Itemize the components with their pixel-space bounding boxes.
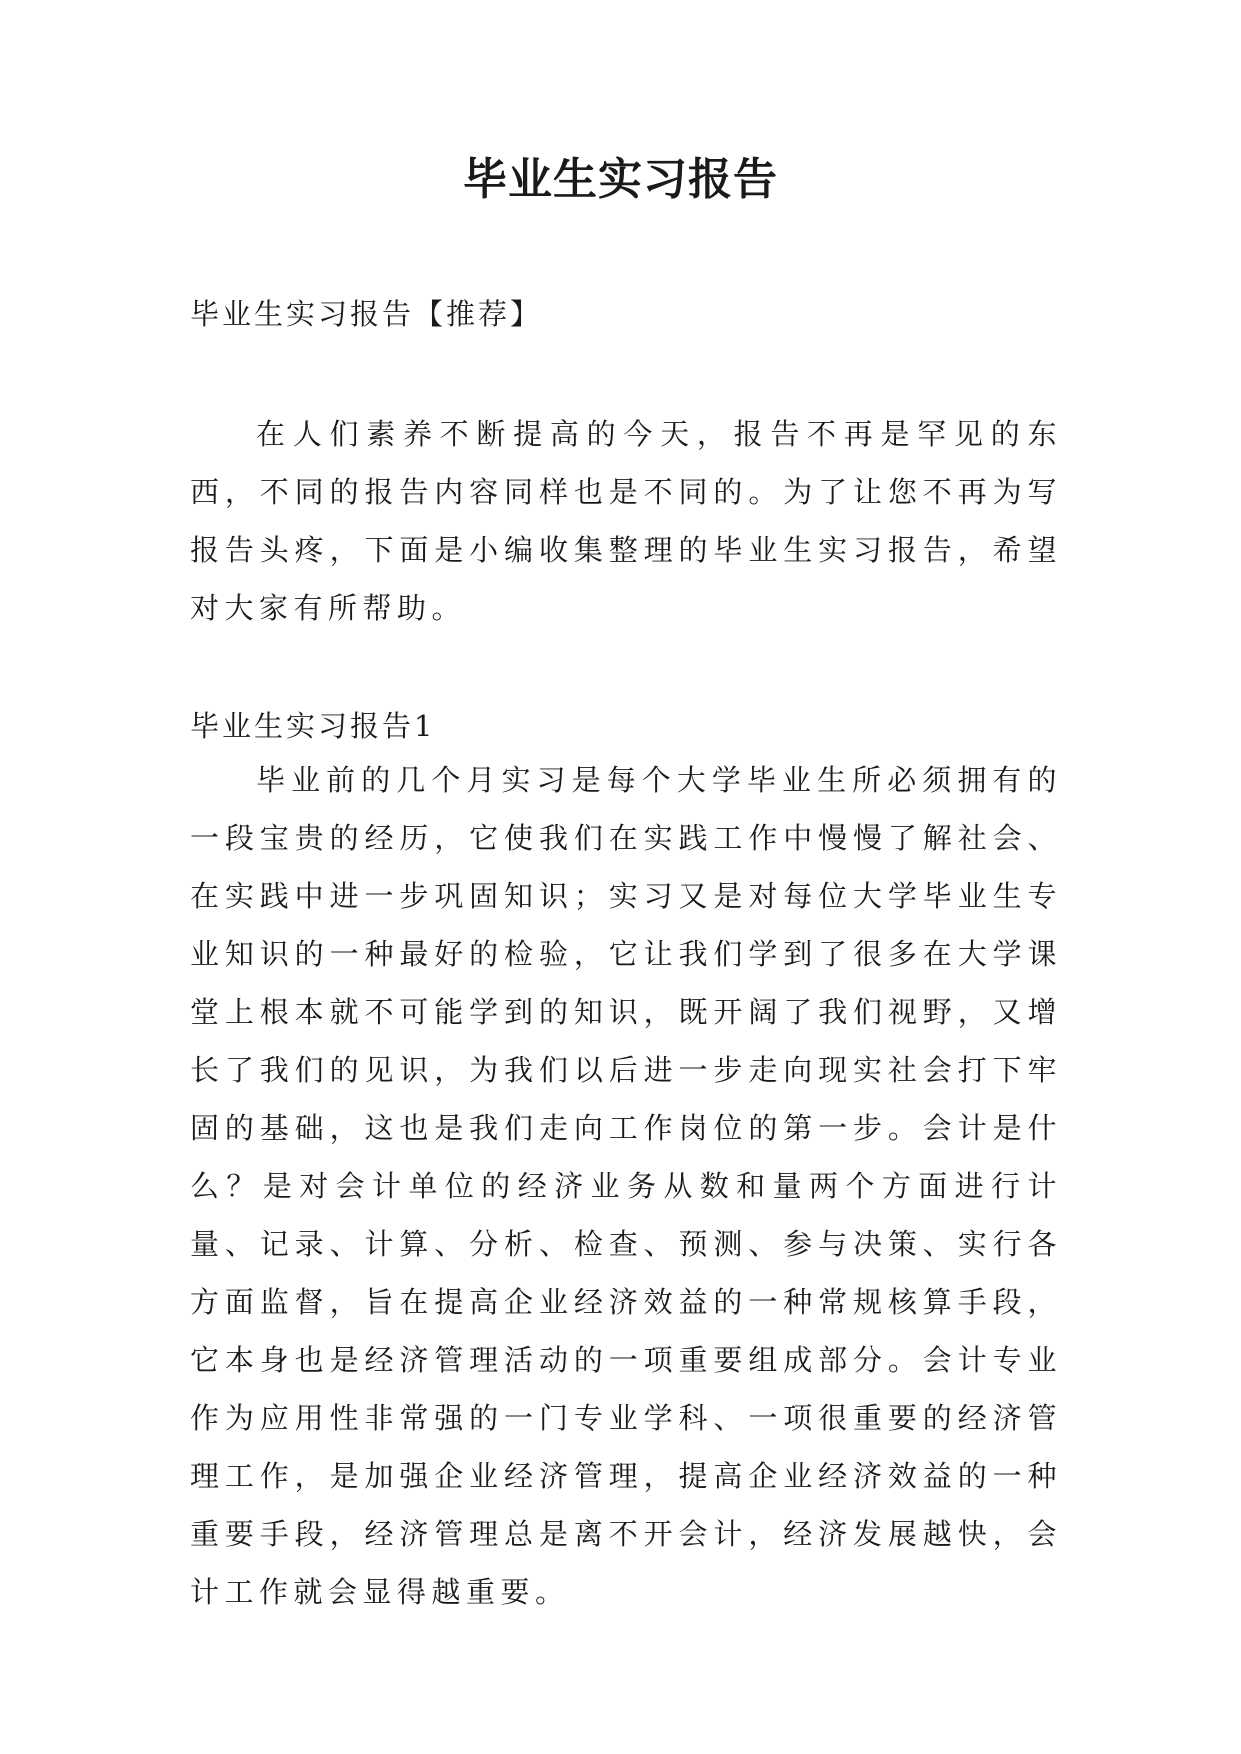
body-paragraph: 毕业前的几个月实习是每个大学毕业生所必须拥有的一段宝贵的经历，它使我们在实践工作中慢慢了解社会、在实践中进一步巩固知识；实习又是对每位大学毕业生专业知识的一种最好的检验，它让我们学到了很多在大学课堂上根本就不可能学到的知识，既开阔了我们视野，又增长了我们的见识，为我们以后进一步走向现实社会打下牢固的基础，这也是我们走向工作岗位的第一步。会计是什么？是对会计单位的经济业务从数和量两个方面进行计量、记录、计算、分析、检查、预测、参与决策、实行各方面监督，旨在提高企业经济效益的一种常规核算手段，它本身也是经济管理活动的一项重要组成部分。会计专业作为应用性非常强的一门专业学科、一项很重要的经济管理工作，是加强企业经济管理，提高企业经济效益的一种重要手段，经济管理总是离不开会计，经济发展越快，会计工作就会显得越重要。 <box>190 763 1062 1609</box>
document-subtitle: 毕业生实习报告【推荐】 <box>190 297 543 331</box>
section-heading: 毕业生实习报告1 <box>190 709 436 743</box>
intro-paragraph: 在人们素养不断提高的今天，报告不再是罕见的东西，不同的报告内容同样也是不同的。为了让您不再为写报告头疼，下面是小编收集整理的毕业生实习报告，希望对大家有所帮助。 <box>190 417 1062 625</box>
document-title: 毕业生实习报告 <box>463 154 778 205</box>
